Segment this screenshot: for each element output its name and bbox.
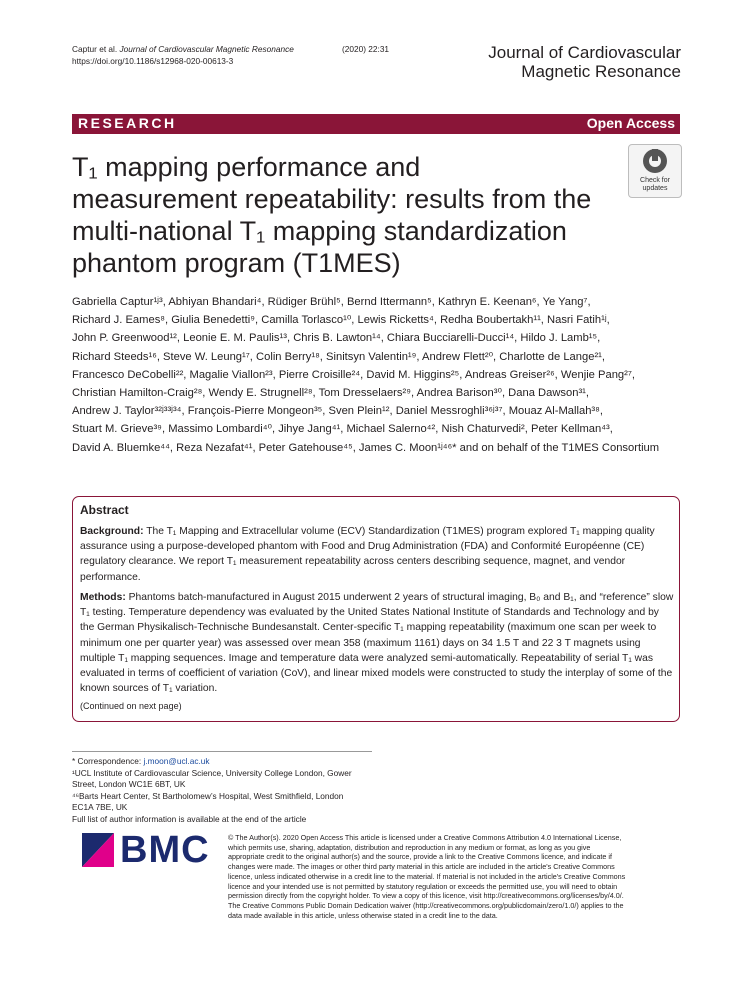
author-name: Charlotte de Lange²¹,	[499, 350, 606, 363]
bmc-logo	[82, 829, 217, 871]
author-name: Daniel Messroghli³⁶ʲ³⁷,	[395, 405, 506, 418]
author-name: Mouaz Al-Mallah³⁸,	[508, 405, 603, 418]
affiliation-line: Full list of author information is available at the end of the article	[72, 813, 307, 824]
author-name: Richard Steeds¹⁶,	[72, 350, 160, 363]
bmc-wordmark: BMC	[120, 829, 210, 871]
methods-text: Phantoms batch-manufactured in August 2015 underwent 2 years of structural imaging, B₀ and B₁, and “reference” slow T₁ testing. Temperature dependency was evaluated by the United States National Institute of Standards and Technology and by the German Physikalisch-Technische Bundesanstalt. Center-specific T₁ mapping repeatability (maximum one scan per week to minimum one per quarter year) was assessed over mean 358 (maximum 1161) days on 34 1.5 T and 22 3 T magnets using multiple T₁ mapping sequences. Image and temperature data were analyzed semi-automatically. Repeatability of serial T₁ was evaluated in terms of coefficient of variation (CoV), and linear mixed models were constructed to study the interplay of some of the known sources of T₁ variation.	[80, 592, 674, 695]
crossmark-icon	[643, 149, 667, 173]
abstract-background	[80, 524, 674, 585]
citation-authors: Captur et al.	[72, 44, 118, 54]
author-name: Sinitsyn Valentin¹⁹,	[326, 350, 420, 363]
author-name: Bernd Ittermann⁵,	[346, 296, 435, 308]
author-name: and on behalf of the T1MES	[459, 441, 599, 454]
author-name: Massimo Lombardi⁴⁰,	[168, 423, 276, 436]
title-line: multi-national T₁ mapping standardization	[72, 216, 567, 246]
author-name: Leonie E. M. Paulis¹³,	[183, 332, 291, 345]
author-name: Consortium	[601, 441, 660, 454]
author-name: Dana Dawson³¹,	[508, 387, 590, 400]
open-access-label: Open Access	[586, 115, 675, 131]
author-name: James C. Moon¹ʲ⁴⁶*	[358, 441, 457, 454]
affiliation-line: Street, London WC1E 6BT, UK	[72, 779, 186, 790]
author-name: Richard J. Eames⁸,	[72, 314, 169, 327]
methods-label: Methods:	[80, 592, 126, 603]
author-name: Andrea Barison³⁰,	[416, 387, 506, 400]
author-name: Andreas Greiser²⁶,	[464, 368, 558, 381]
affiliation-line: ¹UCL Institute of Cardiovascular Science, University College London, Gower	[72, 767, 352, 778]
article-title	[72, 151, 632, 279]
author-name: Redha Boubertakh¹¹,	[440, 314, 544, 327]
check-updates-text: updates	[642, 185, 668, 192]
author-name: Pierre Croisille²⁴,	[278, 368, 364, 381]
author-name: Abhiyan Bhandari⁴,	[168, 296, 265, 308]
journal-name	[488, 43, 681, 81]
footnote-divider	[72, 751, 372, 752]
author-list	[72, 293, 682, 457]
journal-name-line: Journal of Cardiovascular	[488, 43, 681, 62]
license-line: licence and your intended use is not permitted by statutory regulation or exceeds the permitted use, you will need to obtain	[228, 881, 618, 891]
continued-note: (Continued on next page)	[80, 701, 182, 711]
author-name: Chris B. Lawton¹⁴,	[293, 332, 384, 345]
license-line: permission directly from the copyright holder. To view a copy of this licence, visit http://creativecommons.org/licenses/by/4.0/.	[228, 891, 624, 901]
abstract-heading: Abstract	[80, 503, 129, 517]
title-line: T₁ mapping performance and	[72, 152, 421, 182]
author-name: Lewis Ricketts⁴,	[357, 314, 437, 327]
author-name: Ye Yang⁷,	[542, 296, 591, 308]
abstract-methods	[80, 590, 674, 696]
author-name: Nasri Fatih¹ʲ,	[547, 314, 610, 327]
license-line: changes were made. The images or other third party material in this article are included in the article's Creative Commons	[228, 862, 615, 872]
author-name: Stuart M. Grieve³⁹,	[72, 423, 166, 436]
author-name: Andrew Flett²⁰,	[422, 350, 497, 363]
correspondence	[72, 756, 372, 768]
author-name: Wendy E. Strugnell²⁸,	[208, 387, 316, 400]
author-name: Gabriella Captur¹ʲ³,	[72, 296, 166, 308]
email-link[interactable]: j.moon@ucl.ac.uk	[143, 756, 210, 766]
footnotes	[72, 756, 372, 826]
license-line: which permits use, sharing, adaptation, distribution and reproduction in any medium or format, as long as you give	[228, 842, 591, 852]
section-label: RESEARCH	[78, 115, 177, 131]
author-name: Sven Plein¹²,	[328, 405, 393, 418]
author-name: François-Pierre Mongeon³⁵,	[187, 405, 326, 418]
check-updates-text: Check for	[640, 177, 670, 184]
citation-year: (2020) 22:31	[342, 44, 390, 54]
author-name: Andrew J. Taylor³²ʲ³³ʲ³⁴,	[72, 405, 185, 418]
author-name: Christian Hamilton-Craig²⁸,	[72, 387, 206, 400]
author-name: Wenjie Pang²⁷,	[560, 368, 636, 381]
author-name: John P. Greenwood¹²,	[72, 332, 181, 345]
license-line: © The Author(s). 2020 Open Access This article is licensed under a Creative Commons Attribution 4.0 International License,	[228, 833, 622, 842]
bmc-mark-icon	[82, 833, 114, 867]
doi-link[interactable]: https://doi.org/10.1186/s12968-020-00613-3	[72, 56, 234, 66]
affiliation-line: EC1A 7BE, UK	[72, 802, 128, 813]
author-name: Magalie Viallon²³,	[189, 368, 276, 381]
author-name: Hildo J. Lamb¹⁵,	[520, 332, 601, 345]
journal-name-line: Magnetic Resonance	[521, 62, 681, 81]
author-name: Chiara Bucciarelli-Ducci¹⁴,	[386, 332, 518, 345]
running-header	[72, 43, 390, 67]
license-line: The Creative Commons Public Domain Dedication waiver (http://creativecommons.org/publicdomain/zero/1.0/) applies to the	[228, 900, 624, 910]
author-name: Steve W. Leung¹⁷,	[163, 350, 253, 363]
affiliation-line: ⁴⁶Barts Heart Center, St Bartholomew’s Hospital, West Smithfield, London	[72, 790, 344, 801]
author-name: Rüdiger Brühl⁵,	[267, 296, 344, 308]
check-for-updates-button[interactable]	[628, 144, 682, 198]
author-name: Colin Berry¹⁸,	[256, 350, 323, 363]
author-name: David M. Higgins²⁵,	[366, 368, 463, 381]
author-name: Francesco DeCobelli²²,	[72, 368, 187, 381]
section-banner	[72, 114, 680, 134]
license-line: appropriate credit to the original author(s) and the source, provide a link to the Creative Commons licence, and indicate if	[228, 852, 612, 862]
author-name: Peter Gatehouse⁴⁵,	[258, 441, 356, 454]
background-label: Background:	[80, 526, 144, 537]
author-name: Jihye Jang⁴¹,	[278, 423, 344, 436]
background-text: The T₁ Mapping and Extracellular volume (ECV) Standardization (T1MES) program explored T₁ mapping quality assurance using a purpose-developed phantom with Food and Drug Administration (FDA) and Conformité Européenne (CE) regulatory clearance. We report T₁ measurement repeatability across centers describing sequence, magnet, and vendor performance.	[80, 526, 655, 583]
license-line: data made available in this article, unless otherwise stated in a credit line to the data.	[228, 910, 498, 920]
title-line: measurement repeatability: results from the	[72, 184, 592, 214]
citation-journal: Journal of Cardiovascular Magnetic Resonance	[119, 44, 294, 54]
author-name: Michael Salerno⁴²,	[346, 423, 439, 436]
author-name: David A. Bluemke⁴⁴,	[72, 441, 174, 454]
author-name: Nish Chaturvedi²,	[441, 423, 528, 436]
author-name: Kathryn E. Keenan⁶,	[438, 296, 540, 308]
author-name: Giulia Benedetti⁹,	[171, 314, 259, 327]
abstract-box	[72, 496, 680, 722]
license-line: licence, unless indicated otherwise in a credit line to the material. If material is not included in the article's Creative Commons	[228, 871, 626, 881]
correspondence-label: * Correspondence:	[72, 756, 142, 766]
author-name: Reza Nezafat⁴¹,	[176, 441, 256, 454]
license-text	[228, 833, 680, 920]
author-name: Camilla Torlasco¹⁰,	[261, 314, 355, 327]
author-name: Peter Kellman⁴³,	[530, 423, 613, 436]
author-name: Tom Dresselaers²⁹,	[318, 387, 415, 400]
title-line: phantom program (T1MES)	[72, 248, 401, 278]
